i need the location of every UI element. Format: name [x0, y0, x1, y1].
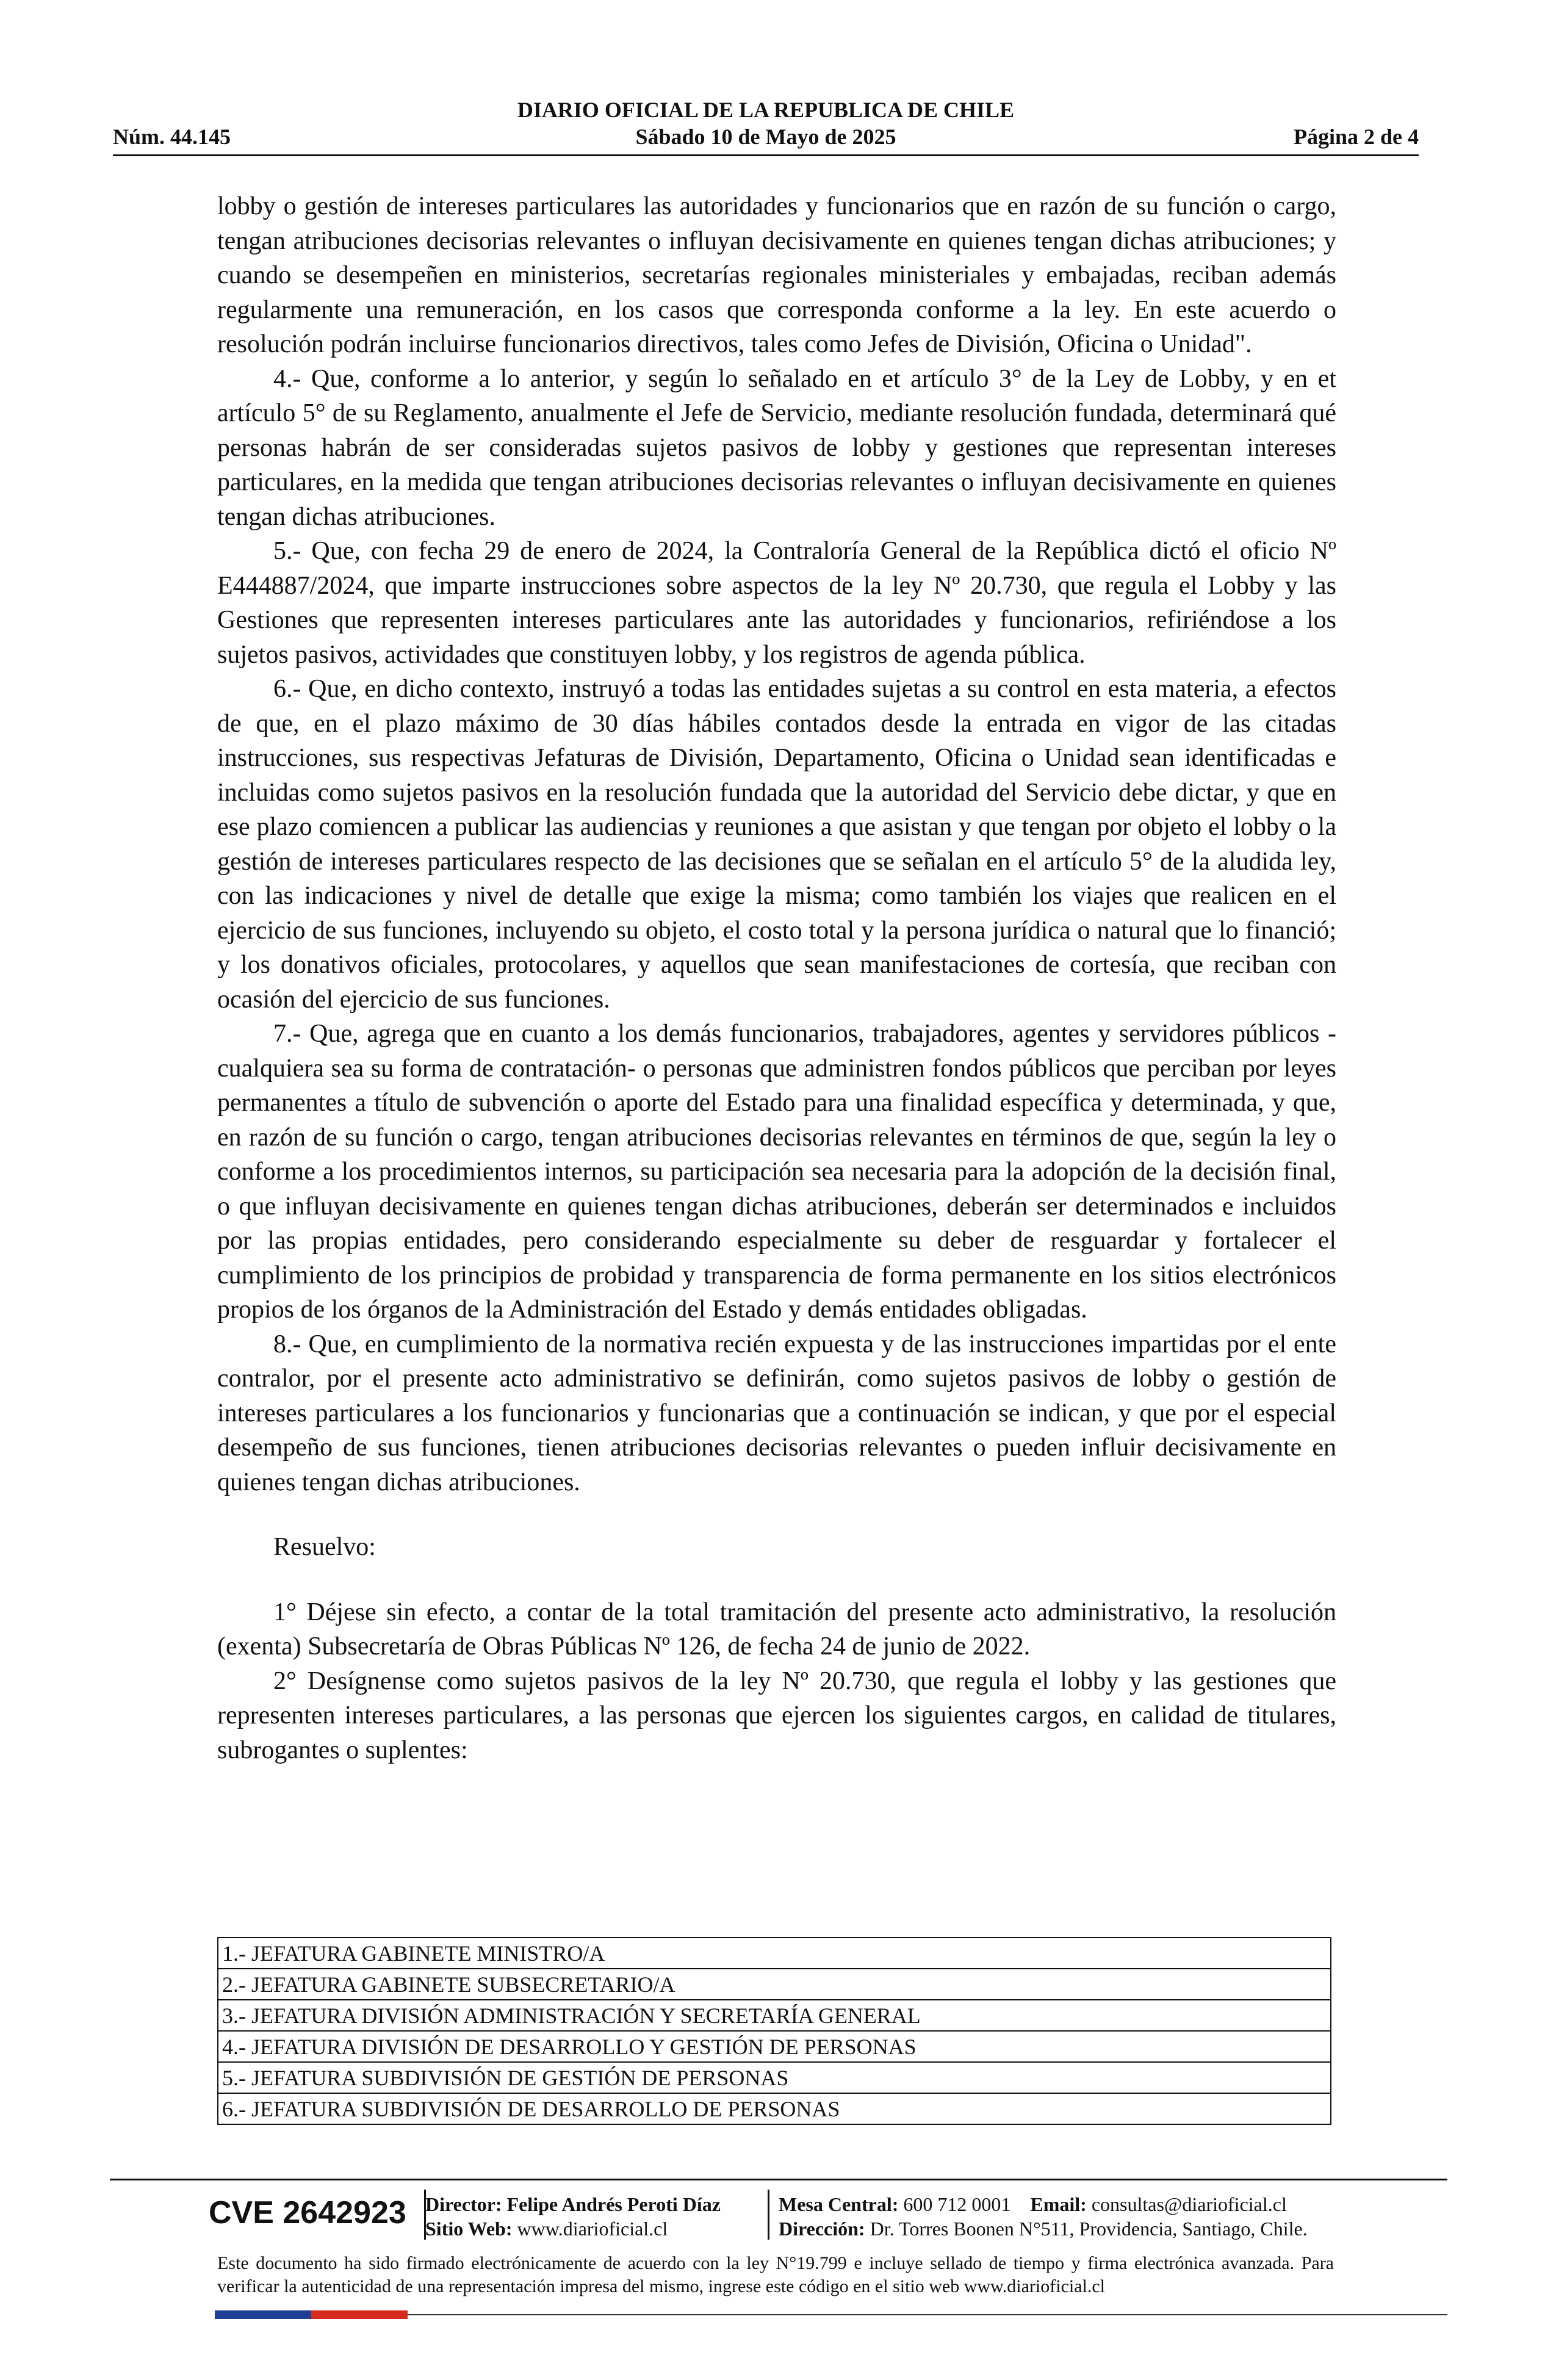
issue-date: Sábado 10 de Mayo de 2025	[635, 124, 896, 149]
table-cell: 5.- JEFATURA SUBDIVISIÓN DE GESTIÓN DE PERSONAS	[218, 2062, 1331, 2093]
resolution-2: 2° Desígnense como sujetos pasivos de la ley Nº 20.730, que regula el lobby y las gestiones que representen intereses particulares, a las personas que ejercen los siguientes cargos, en calidad de titulares, subrogantes o suplentes:	[217, 1667, 1336, 1764]
mesa-value: 600 712 0001	[903, 2193, 1011, 2215]
director-label: Director: Felipe Andrés Peroti Díaz	[425, 2193, 721, 2215]
table-row	[218, 2062, 1331, 2093]
web-link[interactable]: www.diarioficial.cl	[517, 2218, 668, 2240]
footer-separator	[768, 2190, 769, 2240]
paragraph-5: 5.- Que, con fecha 29 de enero de 2024, la Contraloría General de la República dictó el oficio Nº E444887/2024, que imparte instrucciones sobre aspectos de la ley Nº 20.730, que regula el Lobby y las Gestiones que representen intereses particulares ante las autoridades y funcionarios, refiriéndose a los sujetos pasivos, actividades que constituyen lobby, y los registros de agenda pública.	[217, 537, 1336, 669]
table-row	[218, 1938, 1331, 1969]
table-cell: 4.- JEFATURA DIVISIÓN DE DESARROLLO Y GESTIÓN DE PERSONAS	[218, 2031, 1331, 2062]
table-cell: 1.- JEFATURA GABINETE MINISTRO/A	[218, 1938, 1331, 1969]
paragraph-7: 7.- Que, agrega que en cuanto a los demás funcionarios, trabajadores, agentes y servidores públicos -cualquiera sea su forma de contratación- o personas que administren fondos públicos que perciban por leyes permanentes a título de subvención o aporte del Estado para una finalidad específica y determinada, y que, en razón de su función o cargo, tengan atribuciones decisorias relevantes en términos de que, según la ley o conforme a los procedimientos internos, su participación sea necesaria para la adopción de la decisión final, o que influyan decisivamente en quienes tengan dichas atribuciones, deberán ser determinados e incluidos por las propias entidades, pero considerando especialmente su deber de resguardar y fortalecer el cumplimiento de los principios de probidad y transparencia de forma permanente en los sitios electrónicos propios de los órganos de la Administración del Estado y demás entidades obligadas.	[217, 1020, 1336, 1324]
paragraph-4: 4.- Que, conforme a lo anterior, y según lo señalado en et artículo 3° de la Ley de Lobby, y en et artículo 5° de su Reglamento, anualmente el Jefe de Servicio, mediante resolución fundada, determinará qué personas habrán de ser consideradas sujetos pasivos de lobby y gestiones que representan intereses particulares, en la medida que tengan atribuciones decisorias relevantes o influyan decisivamente en quienes tengan dichas atribuciones.	[217, 364, 1336, 531]
resuelvo-heading: Resuelvo:	[273, 1533, 376, 1561]
paragraph-6: 6.- Que, en dicho contexto, instruyó a todas las entidades sujetas a su control en esta materia, a efectos de que, en el plazo máximo de 30 días hábiles contados desde la entrada en vigor de las citadas instrucciones, sus respectivas Jefaturas de División, Departamento, Oficina o Unidad sean identificadas e incluidas como sujetos pasivos en la resolución fundada que la autoridad del Servicio debe dictar, y que en ese plazo comiencen a publicar las audiencias y reuniones a que asistan y que tengan por objeto el lobby o la gestión de intereses particulares respecto de las decisiones que se señalan en el artículo 5° de la aludida ley, con las indicaciones y nivel de detalle que exige la misma; como también los viajes que realicen en el ejercicio de sus funciones, incluyendo su objeto, el costo total y la persona jurídica o natural que lo financió; y los donativos oficiales, protocolares, y aquellos que sean manifestaciones de cortesía, que reciban con ocasión del ejercicio de sus funciones.	[217, 675, 1336, 1014]
flag-red-band	[311, 2310, 408, 2319]
issue-number: Núm. 44.145	[113, 124, 231, 149]
table-cell: 6.- JEFATURA SUBDIVISIÓN DE DESARROLLO DE PERSONAS	[218, 2093, 1331, 2124]
flag-blue-band	[215, 2310, 311, 2319]
table-row	[218, 2031, 1331, 2062]
footer-director-block	[425, 2192, 721, 2241]
direccion-value: Dr. Torres Boonen N°511, Providencia, Santiago, Chile.	[870, 2218, 1308, 2240]
chile-flag-stripe	[215, 2310, 408, 2319]
direccion-label: Dirección:	[779, 2218, 865, 2240]
table-row	[218, 1969, 1331, 2000]
header-divider	[113, 154, 1419, 156]
newspaper-title: DIARIO OFICIAL DE LA REPUBLICA DE CHILE	[517, 98, 1015, 122]
signature-disclaimer: Este documento ha sido firmado electrónicamente de acuerdo con la ley N°19.799 e incluye sellado de tiempo y firma electrónica avanzada. Para verificar la autenticidad de una representación impresa del mismo, ingrese este código en el sitio web www.diarioficial.cl	[217, 2253, 1334, 2296]
email-label: Email:	[1030, 2193, 1087, 2215]
mesa-label: Mesa Central:	[779, 2193, 899, 2215]
web-label: Sitio Web:	[425, 2218, 513, 2240]
page-header	[113, 92, 1419, 160]
footer-divider	[110, 2179, 1447, 2180]
table-cell: 3.- JEFATURA DIVISIÓN ADMINISTRACIÓN Y SECRETARÍA GENERAL	[218, 2000, 1331, 2031]
document-body	[217, 189, 1336, 1767]
table-row	[218, 2093, 1331, 2124]
paragraph-continuation: lobby o gestión de intereses particulares las autoridades y funcionarios que en razón de su función o cargo, tengan atribuciones decisorias relevantes o influyan decisivamente en quienes tengan dichas atribuciones; y cuando se desempeñen en ministerios, secretarías regionales ministeriales y embajadas, reciban además regularmente una remuneración, en los casos que corresponda conforme a la ley. En este acuerdo o resolución podrán incluirse funcionarios directivos, tales como Jefes de División, Oficina o Unidad".	[217, 192, 1336, 358]
table-cell: 2.- JEFATURA GABINETE SUBSECRETARIO/A	[218, 1969, 1331, 2000]
cve-code: CVE 2642923	[209, 2195, 406, 2230]
email-link[interactable]: consultas@diarioficial.cl	[1091, 2193, 1287, 2215]
page-indicator: Página 2 de 4	[1293, 124, 1419, 149]
paragraph-8: 8.- Que, en cumplimiento de la normativa recién expuesta y de las instrucciones impartidas por el ente contralor, por el presente acto administrativo se definirán, como sujetos pasivos de lobby o gestión de intereses particulares a los funcionarios y funcionarias que a continuación se indican, y que por el especial desempeño de sus funciones, tienen atribuciones decisorias relevantes o pueden influir decisivamente en quienes tengan dichas atribuciones.	[217, 1330, 1336, 1496]
footer-contact-block	[779, 2192, 1308, 2241]
cargos-table	[217, 1937, 1331, 2125]
resolution-1: 1° Déjese sin efecto, a contar de la total tramitación del presente acto administrativo, la resolución (exenta) Subsecretaría de Obras Públicas Nº 126, de fecha 24 de junio de 2022.	[217, 1598, 1336, 1661]
table-row	[218, 2000, 1331, 2031]
